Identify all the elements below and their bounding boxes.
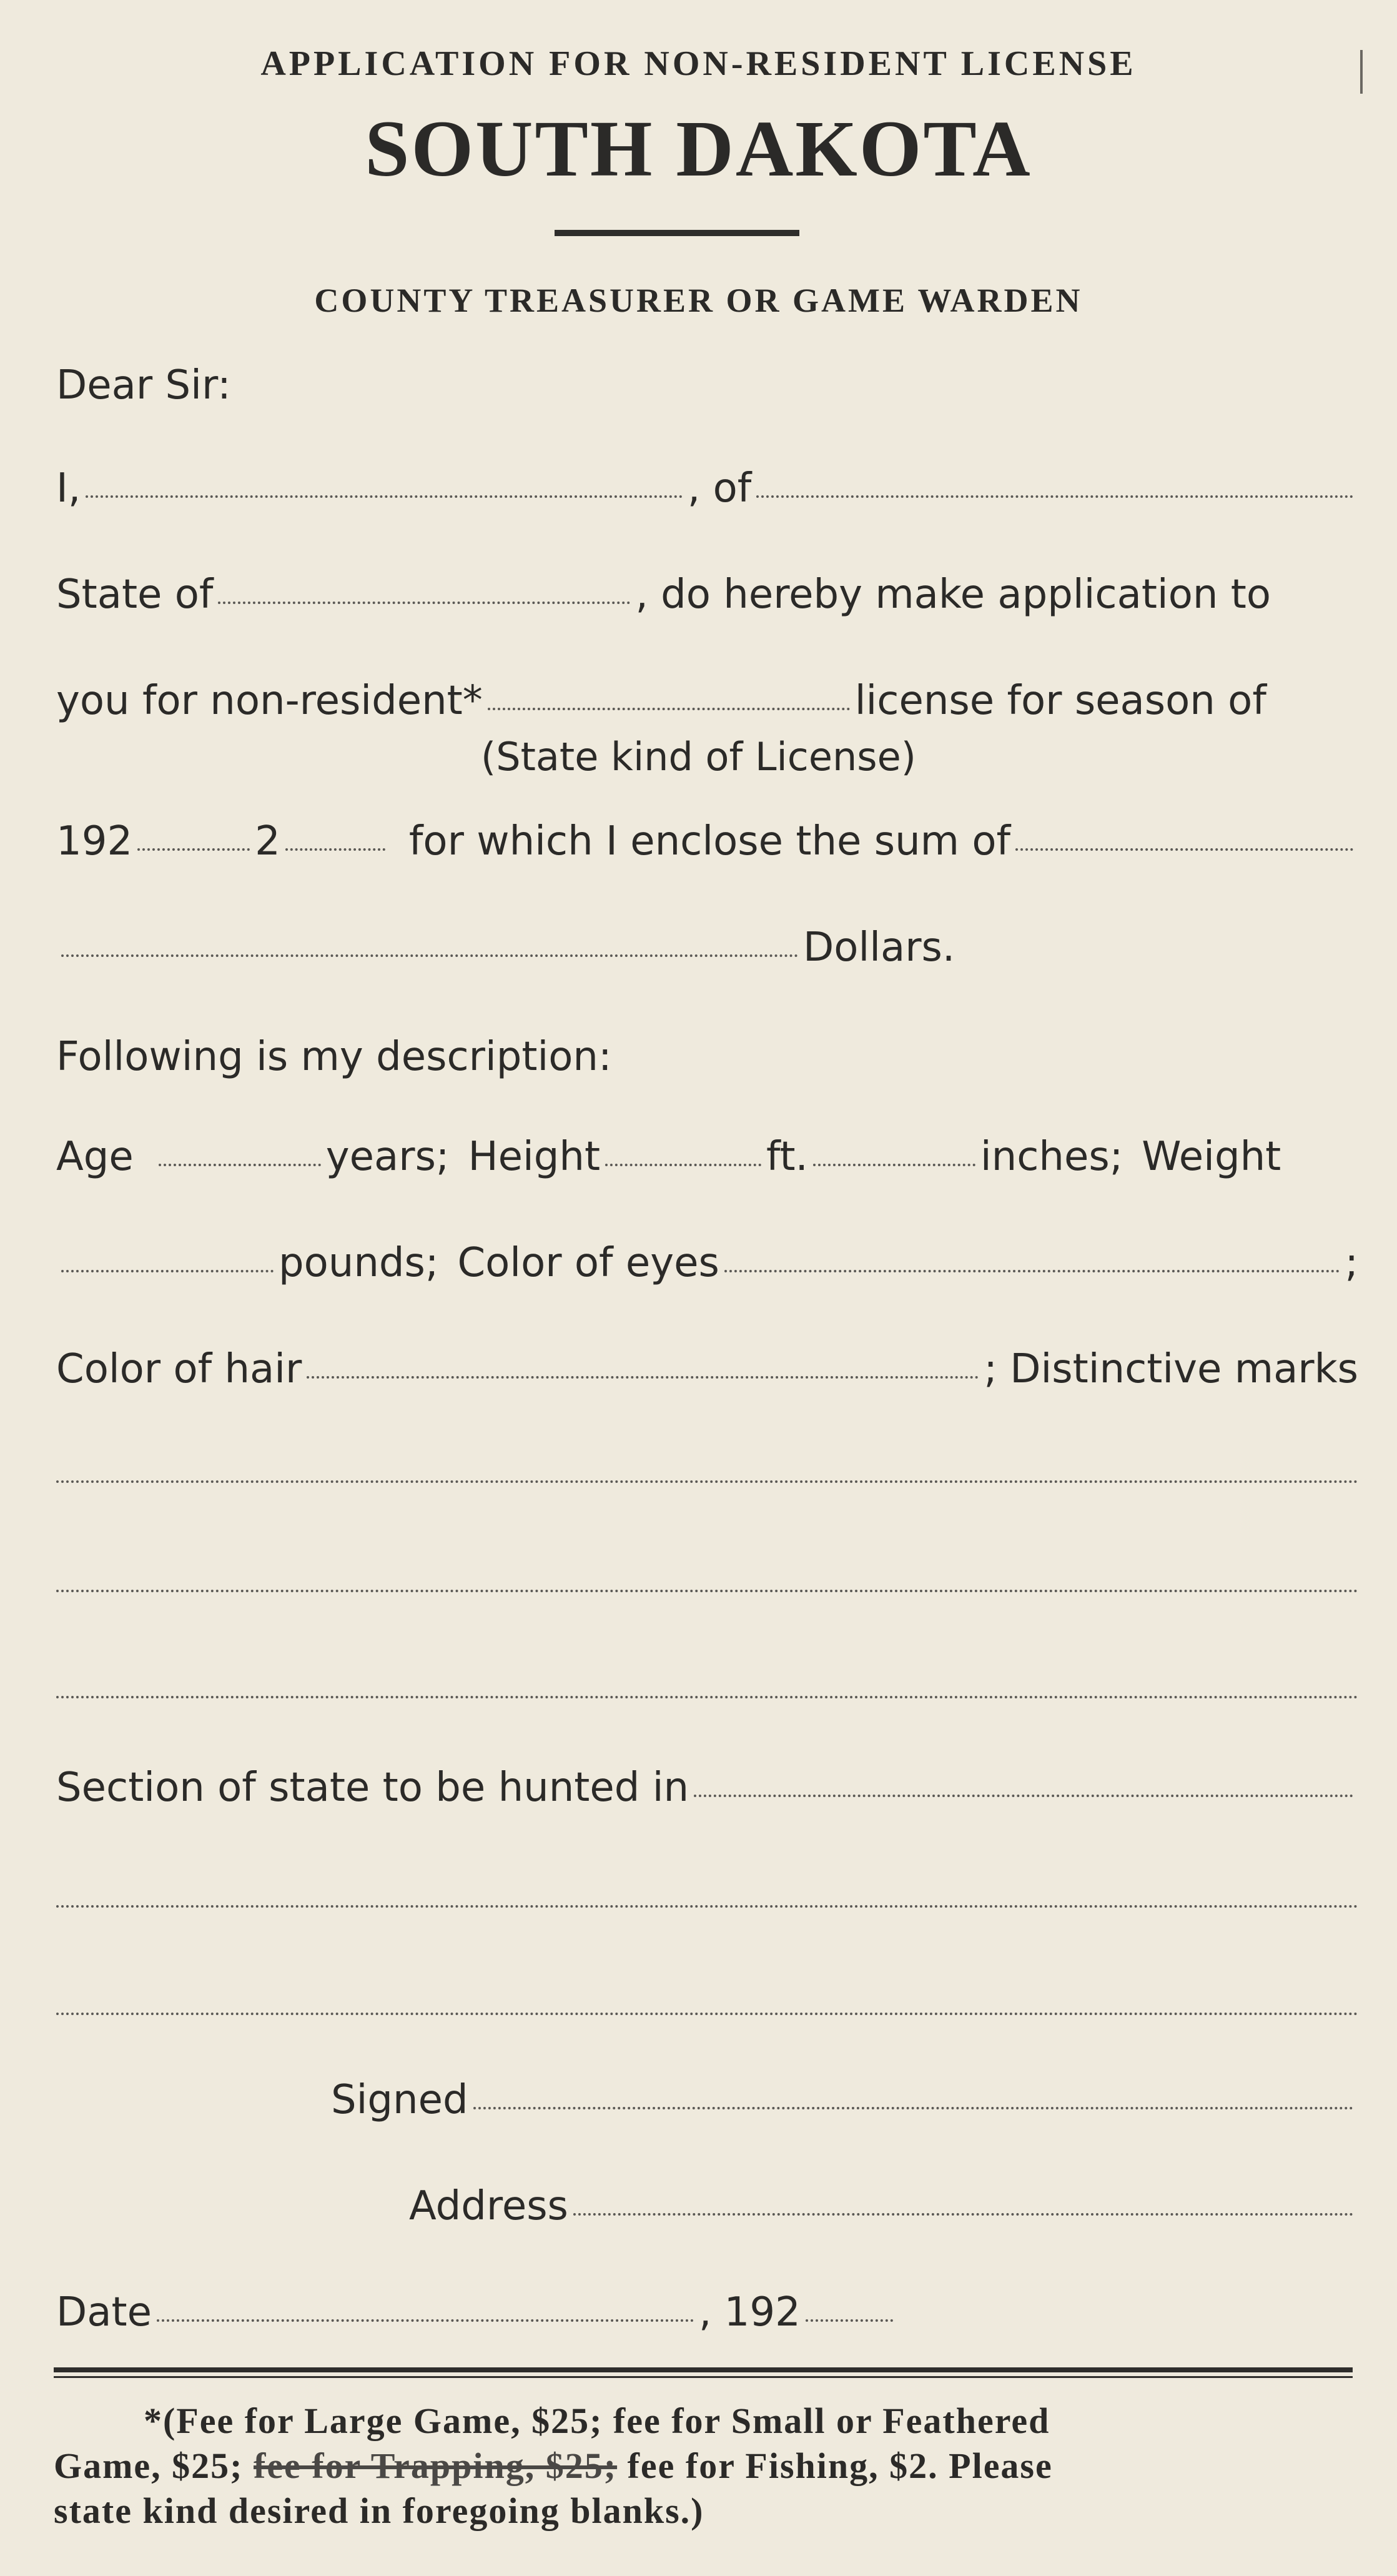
- feet-label: ft.: [766, 1134, 808, 1180]
- section-line-3[interactable]: [56, 2013, 1358, 2015]
- non-resident-label: you for non-resident*: [56, 678, 483, 724]
- date-year-field[interactable]: [806, 2319, 893, 2322]
- section-field[interactable]: [694, 1795, 1353, 1797]
- footnote-line-2-start: Game, $25;: [54, 2445, 254, 2486]
- date-row: [56, 2289, 1358, 2336]
- of-label: , of: [687, 465, 752, 512]
- distinctive-marks-line-1[interactable]: [56, 1480, 1358, 1483]
- footnote-line-2: [54, 2444, 1359, 2489]
- state-label: State of: [56, 572, 214, 618]
- footnote-line-2-end: fee for Fishing, $2. Please: [617, 2445, 1053, 2486]
- section-line-2[interactable]: [56, 1905, 1358, 1908]
- year-field-b[interactable]: [285, 848, 385, 851]
- inches-label: inches;: [980, 1134, 1123, 1180]
- date-field[interactable]: [157, 2319, 694, 2322]
- form-top-heading: APPLICATION FOR NON-RESIDENT LICENSE: [260, 44, 1137, 83]
- year-prefix: 192: [56, 818, 133, 864]
- weight-label: Weight: [1142, 1134, 1281, 1180]
- age-label: Age: [56, 1134, 134, 1180]
- season-label: license for season of: [854, 678, 1266, 724]
- sum-field[interactable]: [1015, 848, 1353, 851]
- description-heading-row: [56, 1034, 1358, 1080]
- title-divider: [555, 230, 799, 236]
- distinctive-marks-line-3[interactable]: [56, 1696, 1358, 1698]
- footer-rule-thick: [54, 2367, 1353, 2372]
- hair-color-field[interactable]: [307, 1376, 979, 1379]
- address-row: [409, 2183, 1358, 2229]
- distinctive-marks-line-2[interactable]: [56, 1590, 1358, 1592]
- age-height-row: [56, 1134, 1358, 1180]
- footer-rule-thin: [54, 2376, 1353, 2378]
- eyes-end: ;: [1345, 1240, 1358, 1286]
- year-field-a[interactable]: [137, 848, 250, 851]
- dollars-row: [56, 924, 1358, 971]
- hair-label: Color of hair: [56, 1346, 302, 1392]
- license-kind-field[interactable]: [488, 708, 850, 710]
- section-label: Section of state to be hunted in: [56, 1765, 689, 1811]
- name-prefix: I,: [56, 465, 81, 512]
- height-feet-field[interactable]: [605, 1164, 761, 1166]
- form-recipient: COUNTY TREASURER OR GAME WARDEN: [314, 282, 1083, 319]
- address-label: Address: [409, 2183, 568, 2229]
- date-year-label: , 192: [698, 2289, 801, 2336]
- license-kind-caption: (State kind of License): [481, 734, 916, 780]
- application-text: , do hereby make application to: [635, 572, 1271, 618]
- enclose-text: for which I enclose the sum of: [408, 818, 1010, 864]
- name-row: [56, 465, 1358, 512]
- marks-label: ; Distinctive marks: [984, 1346, 1358, 1392]
- state-field[interactable]: [218, 602, 630, 604]
- weight-eyes-row: [56, 1240, 1358, 1286]
- eyes-label: Color of eyes: [457, 1240, 719, 1286]
- address-field[interactable]: [573, 2213, 1353, 2216]
- age-field[interactable]: [159, 1164, 321, 1166]
- description-heading: Following is my description:: [56, 1034, 612, 1080]
- hair-marks-row: [56, 1346, 1358, 1392]
- footnote-line-1: *(Fee for Large Game, $25; fee for Small or Feathered: [144, 2400, 1050, 2441]
- year-filled-value: 2: [255, 818, 280, 864]
- residence-field[interactable]: [756, 495, 1353, 498]
- signature-field[interactable]: [473, 2107, 1353, 2109]
- eye-color-field[interactable]: [724, 1270, 1340, 1272]
- height-inches-field[interactable]: [813, 1164, 975, 1166]
- signed-label: Signed: [331, 2077, 468, 2123]
- weight-field[interactable]: [61, 1270, 274, 1272]
- dollars-label: Dollars.: [803, 924, 955, 971]
- struck-trapping-fee: fee for Trapping, $25;: [254, 2445, 618, 2486]
- pounds-label: pounds;: [279, 1240, 439, 1286]
- dollars-field[interactable]: [61, 954, 798, 957]
- signed-row: [331, 2077, 1358, 2123]
- footnote-line-3: state kind desired in foregoing blanks.): [54, 2490, 704, 2531]
- years-label: years;: [325, 1134, 450, 1180]
- salutation: Dear Sir:: [56, 362, 231, 409]
- license-row: [56, 678, 1358, 724]
- state-row: [56, 572, 1358, 618]
- height-label: Height: [468, 1134, 601, 1180]
- name-field[interactable]: [86, 495, 683, 498]
- salutation-row: [56, 362, 1358, 409]
- date-label: Date: [56, 2289, 152, 2336]
- season-year-row: [56, 818, 1358, 864]
- section-row: [56, 1765, 1358, 1811]
- form-title: SOUTH DAKOTA: [365, 104, 1032, 193]
